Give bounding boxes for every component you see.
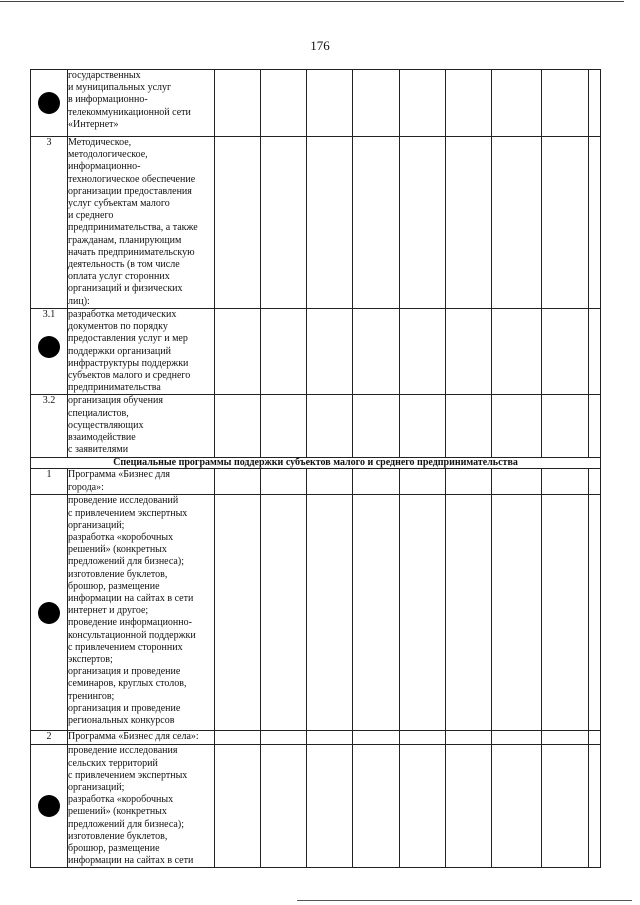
empty-cell	[215, 395, 261, 458]
punch-hole-mark	[38, 795, 60, 817]
empty-cell	[542, 495, 589, 731]
description-cell	[68, 309, 215, 395]
empty-cell	[492, 745, 542, 868]
empty-cell	[353, 309, 400, 395]
row-number-cell	[31, 395, 68, 458]
description-cell	[68, 745, 215, 868]
description-line: организация обучения	[68, 395, 163, 407]
empty-cell	[400, 731, 446, 745]
empty-cell	[261, 495, 307, 731]
description-line: с привлечением сторонних	[68, 641, 183, 653]
description-cell	[68, 395, 215, 458]
row-number: 1	[46, 469, 52, 481]
empty-cell	[589, 395, 601, 458]
description-line: государственных	[68, 70, 141, 81]
empty-cell	[353, 731, 400, 745]
empty-cell	[446, 395, 492, 458]
empty-cell	[307, 137, 353, 309]
empty-cell	[446, 745, 492, 868]
description-line: проведение исследований	[68, 495, 179, 507]
empty-cell	[215, 469, 261, 495]
empty-cell	[261, 731, 307, 745]
description-line: организация и проведение	[68, 666, 181, 678]
empty-cell	[542, 731, 589, 745]
empty-cell	[492, 395, 542, 458]
empty-cell	[307, 309, 353, 395]
table-row	[31, 70, 601, 137]
description-line: инфраструктуры поддержки	[68, 357, 189, 369]
empty-cell	[307, 745, 353, 868]
table-row	[31, 745, 601, 868]
section-heading: Специальные программы поддержки субъектов малого и среднего предпринимательства	[31, 458, 601, 469]
empty-cell	[492, 495, 542, 731]
empty-cell	[353, 469, 400, 495]
empty-cell	[261, 469, 307, 495]
description-line: гражданам, планирующим	[68, 234, 182, 246]
data-table	[30, 69, 601, 868]
empty-cell	[307, 469, 353, 495]
description-line: Программа «Бизнес для села»:	[68, 731, 199, 743]
table-row	[31, 309, 601, 395]
description-line: предложений для бизнеса);	[68, 556, 184, 568]
empty-cell	[446, 309, 492, 395]
table-row	[31, 495, 601, 731]
description-cell	[68, 70, 215, 137]
empty-cell	[446, 495, 492, 731]
description-cell	[68, 137, 215, 309]
description-cell	[68, 469, 215, 495]
empty-cell	[492, 309, 542, 395]
empty-cell	[261, 745, 307, 868]
row-number-cell	[31, 137, 68, 309]
punch-hole-mark	[38, 602, 60, 624]
empty-cell	[400, 70, 446, 137]
table-row	[31, 469, 601, 495]
row-number: 3.1	[42, 309, 56, 320]
empty-cell	[307, 731, 353, 745]
empty-cell	[589, 309, 601, 395]
description-line: с привлечением экспертных	[68, 507, 188, 519]
empty-cell	[400, 309, 446, 395]
empty-cell	[353, 395, 400, 458]
empty-cell	[400, 395, 446, 458]
description-line: брошюр, размещение	[68, 580, 160, 592]
row-number-cell	[31, 70, 68, 137]
description-line: экспертов;	[68, 654, 113, 666]
description-line: деятельность (в том числе	[68, 259, 180, 271]
table-row	[31, 137, 601, 309]
empty-cell	[353, 745, 400, 868]
row-number-cell	[31, 731, 68, 745]
empty-cell	[353, 137, 400, 309]
bottom-rule	[297, 900, 632, 901]
empty-cell	[215, 309, 261, 395]
description-line: информации на сайтах в сети	[68, 855, 194, 867]
empty-cell	[542, 469, 589, 495]
description-line: и среднего	[68, 210, 114, 222]
description-line: изготовление буклетов,	[68, 568, 168, 580]
empty-cell	[307, 70, 353, 137]
description-line: Методическое,	[68, 137, 132, 148]
description-line: предложений для бизнеса);	[68, 818, 184, 830]
description-line: с заявителями	[68, 444, 129, 456]
empty-cell	[215, 495, 261, 731]
description-cell	[68, 495, 215, 731]
empty-cell	[261, 70, 307, 137]
empty-cell	[400, 137, 446, 309]
empty-cell	[589, 495, 601, 731]
description-line: изготовление буклетов,	[68, 830, 168, 842]
row-number-cell	[31, 309, 68, 395]
empty-cell	[215, 731, 261, 745]
empty-cell	[446, 731, 492, 745]
description-line: поддержки организаций	[68, 345, 171, 357]
empty-cell	[589, 469, 601, 495]
description-line: в информационно-	[68, 94, 148, 106]
description-line: телекоммуникационной сети	[68, 106, 191, 118]
description-line: тренингов;	[68, 690, 115, 702]
description-line: методологическое,	[68, 149, 148, 161]
empty-cell	[542, 137, 589, 309]
description-line: сельских территорий	[68, 757, 158, 769]
empty-cell	[589, 137, 601, 309]
description-line: технологическое обеспечение	[68, 173, 196, 185]
description-line: организации предоставления	[68, 185, 192, 197]
table-row	[31, 395, 601, 458]
empty-cell	[261, 395, 307, 458]
empty-cell	[307, 495, 353, 731]
description-line: консультационной поддержки	[68, 629, 196, 641]
description-line: специалистов,	[68, 407, 129, 419]
empty-cell	[589, 731, 601, 745]
description-line: Программа «Бизнес для	[68, 469, 170, 481]
description-line: города»:	[68, 481, 104, 493]
description-line: документов по порядку	[68, 321, 168, 333]
description-line: организаций;	[68, 782, 125, 794]
empty-cell	[542, 70, 589, 137]
description-line: организаций;	[68, 519, 125, 531]
section-row	[31, 458, 601, 469]
description-line: проведение исследования	[68, 745, 178, 757]
description-line: с привлечением экспертных	[68, 769, 188, 781]
description-line: предпринимательства	[68, 382, 161, 394]
description-line: субъектов малого и среднего	[68, 370, 191, 382]
description-line: региональных конкурсов	[68, 715, 175, 727]
empty-cell	[400, 495, 446, 731]
description-line: предоставления услуг и мер	[68, 333, 188, 345]
row-number-cell	[31, 495, 68, 731]
description-line: организаций и физических	[68, 283, 183, 295]
description-line: лиц):	[68, 295, 90, 307]
row-number: 3	[46, 137, 52, 148]
empty-cell	[215, 70, 261, 137]
empty-cell	[542, 395, 589, 458]
row-number-cell	[31, 745, 68, 868]
row-number: 3.2	[42, 395, 56, 407]
top-rule	[0, 1, 624, 2]
empty-cell	[261, 309, 307, 395]
description-line: информации на сайтах в сети	[68, 593, 194, 605]
empty-cell	[446, 469, 492, 495]
description-line: информационно-	[68, 161, 141, 173]
description-line: решений» (конкретных	[68, 806, 167, 818]
description-line: проведение информационно-	[68, 617, 192, 629]
row-number-cell	[31, 469, 68, 495]
table-row	[31, 731, 601, 745]
description-line: взаимодействие	[68, 432, 136, 444]
empty-cell	[261, 137, 307, 309]
empty-cell	[492, 469, 542, 495]
empty-cell	[492, 137, 542, 309]
empty-cell	[307, 395, 353, 458]
empty-cell	[215, 137, 261, 309]
description-line: разработка «коробочных	[68, 794, 174, 806]
empty-cell	[542, 745, 589, 868]
empty-cell	[492, 731, 542, 745]
description-line: осуществляющих	[68, 419, 144, 431]
description-line: «Интернет»	[68, 118, 119, 130]
empty-cell	[446, 137, 492, 309]
punch-hole-mark	[38, 336, 60, 358]
empty-cell	[542, 309, 589, 395]
description-line: решений» (конкретных	[68, 544, 167, 556]
description-line: и муниципальных услуг	[68, 82, 172, 94]
empty-cell	[589, 745, 601, 868]
empty-cell	[400, 469, 446, 495]
empty-cell	[589, 70, 601, 137]
empty-cell	[492, 70, 542, 137]
description-line: предпринимательства, а также	[68, 222, 198, 234]
punch-hole-mark	[38, 92, 60, 114]
description-line: разработка методических	[68, 309, 177, 320]
empty-cell	[446, 70, 492, 137]
empty-cell	[400, 745, 446, 868]
description-line: организация и проведение	[68, 702, 181, 714]
empty-cell	[353, 495, 400, 731]
description-line: услуг субъектам малого	[68, 198, 170, 210]
description-line: начать предпринимательскую	[68, 246, 195, 258]
description-line: семинаров, круглых столов,	[68, 678, 187, 690]
description-line: разработка «коробочных	[68, 532, 174, 544]
empty-cell	[353, 70, 400, 137]
description-line: интернет и другое;	[68, 605, 149, 617]
description-cell	[68, 731, 215, 745]
description-line: оплата услуг сторонних	[68, 271, 170, 283]
empty-cell	[215, 745, 261, 868]
page-number: 176	[310, 38, 330, 53]
row-number: 2	[46, 731, 52, 743]
description-line: брошюр, размещение	[68, 843, 160, 855]
